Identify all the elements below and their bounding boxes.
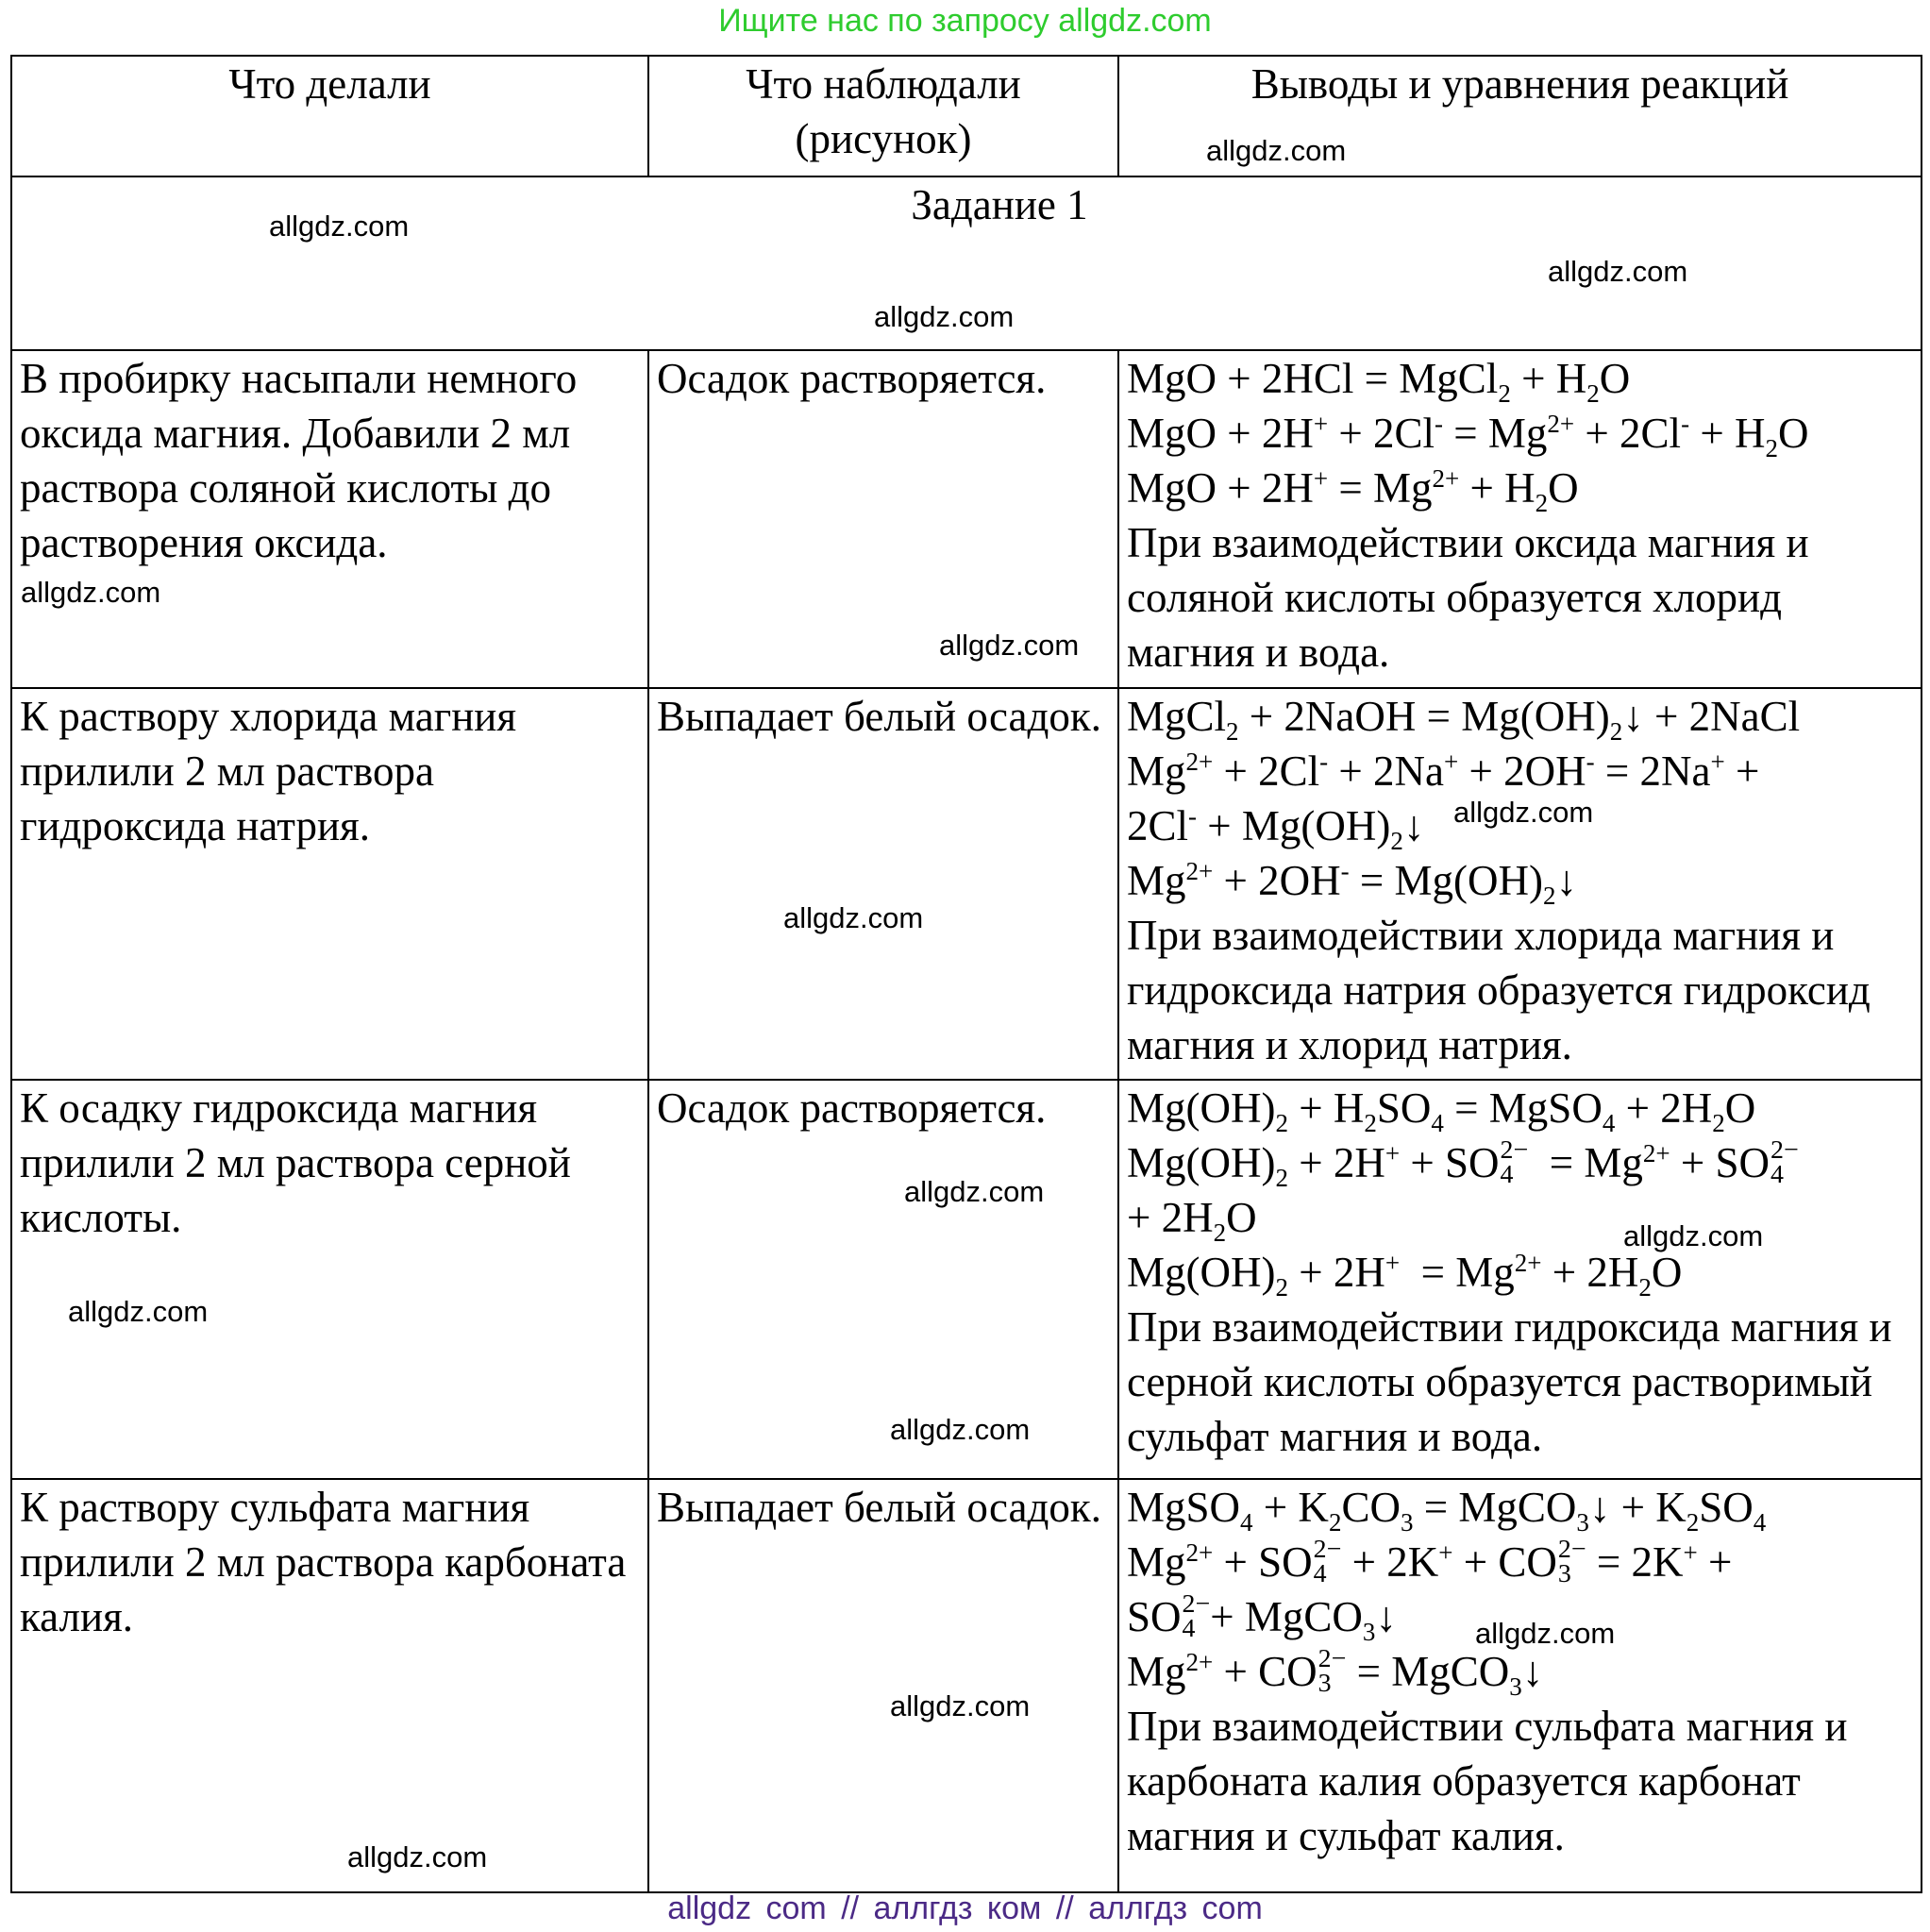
row1-observed: Осадок растворяется. [648, 350, 1118, 688]
watermark: allgdz.com [1206, 134, 1347, 167]
row3-observed: Осадок растворяется. [648, 1080, 1118, 1479]
header-what-did-label: Что делали [228, 60, 431, 108]
watermark: allgdz.com [269, 210, 410, 243]
top-banner: Ищите нас по запросу allgdz.com [718, 3, 1212, 39]
row4-equation-full-ionic-cont: SO 2− 4 + MgCO$_3$↓ [1127, 1588, 1397, 1646]
row2-equation-molecular: MgCl$_2$ + 2NaOH = $Mg(OH)_2↓$ + 2NaCl [1127, 693, 1801, 746]
row2-equation-short-ionic: $Mg^{2+} + 2OH^-$ = $Mg(OH)_2↓$ [1127, 857, 1577, 910]
row2-conclusion-text: При взаимодействии хлорида магния и гидроксида натрия образуется гидроксид магния и хлорид натрия. [1127, 912, 1871, 1068]
row1-did: В пробирку насыпали немного оксида магния. Добавили 2 мл раствора соляной кислоты до растворения оксида. [11, 350, 648, 688]
task-title: Задание 1 [911, 181, 1088, 228]
row1-conclusion-text: При взаимодействии оксида магния и соляной кислоты образуется хлорид магния и вода. [1127, 519, 1809, 676]
row1-equation-full-ionic: MgO + $2H^+ + 2Cl^- = Mg^{2+} + 2Cl^- + H_2O$ [1127, 410, 1809, 462]
row4-equation-molecular: MgSO$_4$ + $K_2CO_3$ = MgCO$_3$↓ + $K_2SO_4$ [1127, 1484, 1767, 1537]
watermark: allgdz.com [21, 576, 161, 609]
row1-equation-molecular: MgO + 2HCl = MgCl$_2$ + $H_2O$ [1127, 355, 1631, 408]
row3-equation-molecular: $Mg(OH)_2 + H_2SO_4$ = MgSO$_4$ + $2H_2O$ [1127, 1084, 1756, 1137]
row2-equation-full-ionic: $Mg^{2+} + 2Cl^- + 2Na^+ + 2OH^- = 2Na^+$ + [1127, 748, 1760, 795]
row2-equation-full-ionic-cont: $2Cl^- + Mg(OH)_2↓$ [1127, 802, 1425, 855]
watermark: allgdz.com [68, 1295, 209, 1328]
row1-equation-short-ionic: MgO + $2H^+ = Mg^{2+} + H_2O$ [1127, 464, 1579, 517]
row2-observed: Выпадает белый осадок. [648, 688, 1118, 1080]
row2-did: К раствору хлорида магния прилили 2 мл раствора гидроксида натрия. [11, 688, 648, 1080]
row3-equation-short-ionic: $Mg(OH)_2 + 2H^+ = Mg^{2+} + 2H_2O$ [1127, 1249, 1683, 1302]
row3-equation-full-ionic: $Mg(OH)_2 + 2H^+$ + SO 2− 4 = $Mg^{2+}$ + SO 2− 4 [1127, 1134, 1799, 1192]
header-what-did [11, 56, 648, 176]
watermark: allgdz.com [1548, 255, 1688, 288]
row3-conclusion-text: При взаимодействии гидроксида магния и серной кислоты образуется растворимый сульфат магния и вода. [1127, 1303, 1892, 1460]
row4-did: К раствору сульфата магния прилили 2 мл раствора карбоната калия. [11, 1479, 648, 1892]
watermark: allgdz.com [783, 901, 924, 934]
header-observed-line2: (рисунок) [795, 115, 972, 162]
watermark: allgdz.com [939, 629, 1080, 662]
watermark: allgdz.com [347, 1840, 488, 1873]
table-row [11, 688, 1922, 1080]
row4-equation-short-ionic: $Mg^{2+}$ + CO 2− 3 = MgCO$_3$↓ [1127, 1643, 1544, 1701]
row3-conclusion [1118, 1080, 1922, 1479]
watermark: allgdz.com [1453, 796, 1594, 829]
row3-did: К осадку гидроксида магния прилили 2 мл раствора серной кислоты. [11, 1080, 648, 1479]
row1-conclusion [1118, 350, 1922, 688]
table-header-row [11, 56, 1922, 176]
watermark: allgdz.com [890, 1413, 1031, 1446]
row3-equation-full-ionic-cont: + $2H_2O$ [1127, 1194, 1257, 1247]
header-observed-line1: Что наблюдали [746, 60, 1021, 108]
watermark: allgdz.com [890, 1689, 1031, 1722]
header-observed [648, 56, 1118, 176]
row4-equation-full-ionic: $Mg^{2+}$ + SO 2− 4 + 2K+ + CO 2− 3 = 2K+ + [1127, 1534, 1733, 1588]
row4-conclusion-text: При взаимодействии сульфата магния и карбоната калия образуется карбонат магния и сульфат калия. [1127, 1703, 1848, 1859]
watermark: allgdz.com [1623, 1219, 1764, 1252]
table-row [11, 1479, 1922, 1892]
bottom-banner: allgdz com // аллгдз ком // аллгдз com [667, 1890, 1263, 1926]
row4-observed: Выпадает белый осадок. [648, 1479, 1118, 1892]
row2-conclusion [1118, 688, 1922, 1080]
watermark: allgdz.com [874, 300, 1015, 333]
row4-conclusion [1118, 1479, 1922, 1892]
header-conclusions-label: Выводы и уравнения реакций [1250, 60, 1789, 108]
watermark: allgdz.com [1475, 1617, 1616, 1650]
watermark: allgdz.com [904, 1175, 1045, 1208]
